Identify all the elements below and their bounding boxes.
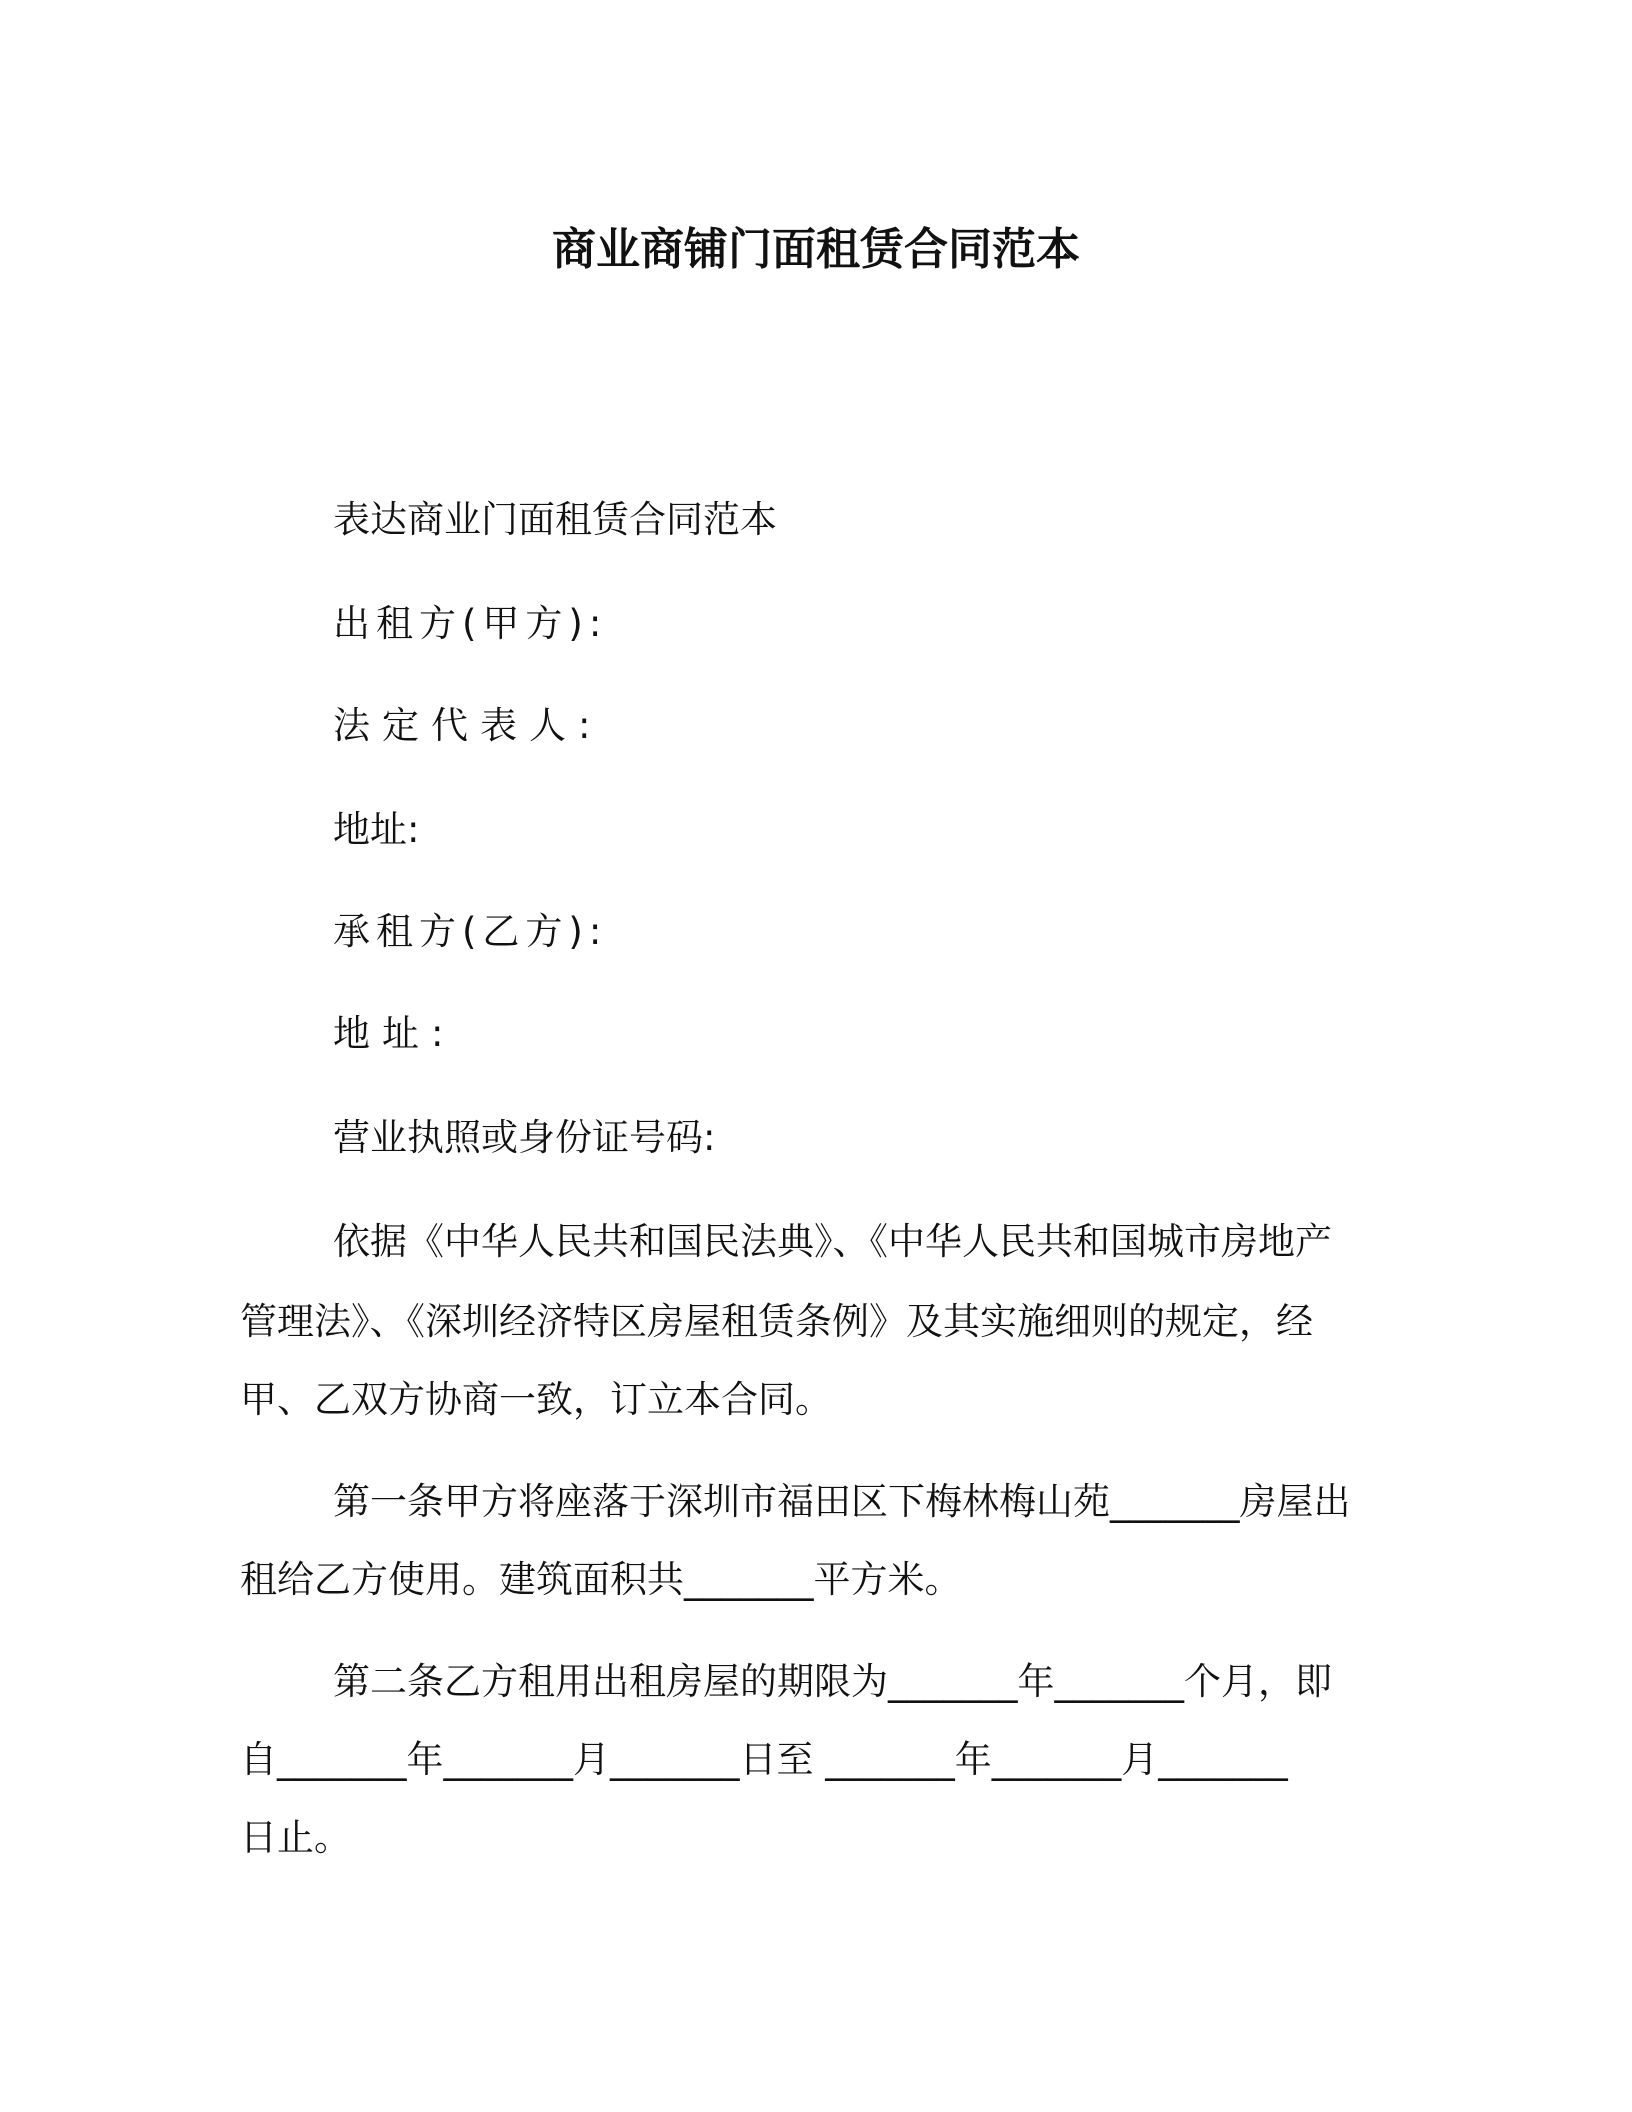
article-2-line-2: 自_______年_______月_______日至 _______年_______月_______ <box>240 1738 1288 1781</box>
party-a-address-label: 地址: <box>333 808 420 851</box>
preamble-line-3: 甲、乙双方协商一致，订立本合同。 <box>240 1378 832 1421</box>
legal-representative-label: 法定代表人: <box>333 704 603 747</box>
lessor-label: 出租方(甲方): <box>333 602 608 645</box>
lessee-label: 承租方(乙方): <box>333 910 608 953</box>
preamble-line-1: 依据《中华人民共和国民法典》、《中华人民共和国城市房地产 <box>333 1220 1332 1263</box>
article-1-line-1: 第一条甲方将座落于深圳市福田区下梅林梅山苑_______房屋出 <box>333 1480 1351 1523</box>
article-1-line-2: 租给乙方使用。建筑面积共_______平方米。 <box>240 1558 962 1601</box>
document-title: 商业商铺门面租赁合同范本 <box>552 224 1080 275</box>
article-2-line-1: 第二条乙方租用出租房屋的期限为_______年_______个月，即 <box>333 1660 1332 1703</box>
document-subtitle: 表达商业门面租赁合同范本 <box>333 498 777 541</box>
preamble-line-2: 管理法》、《深圳经济特区房屋租赁条例》及其实施细则的规定，经 <box>240 1300 1313 1343</box>
id-number-label: 营业执照或身份证号码: <box>333 1116 716 1159</box>
party-b-address-label: 地址: <box>333 1012 456 1055</box>
article-2-line-3: 日止。 <box>240 1816 351 1859</box>
